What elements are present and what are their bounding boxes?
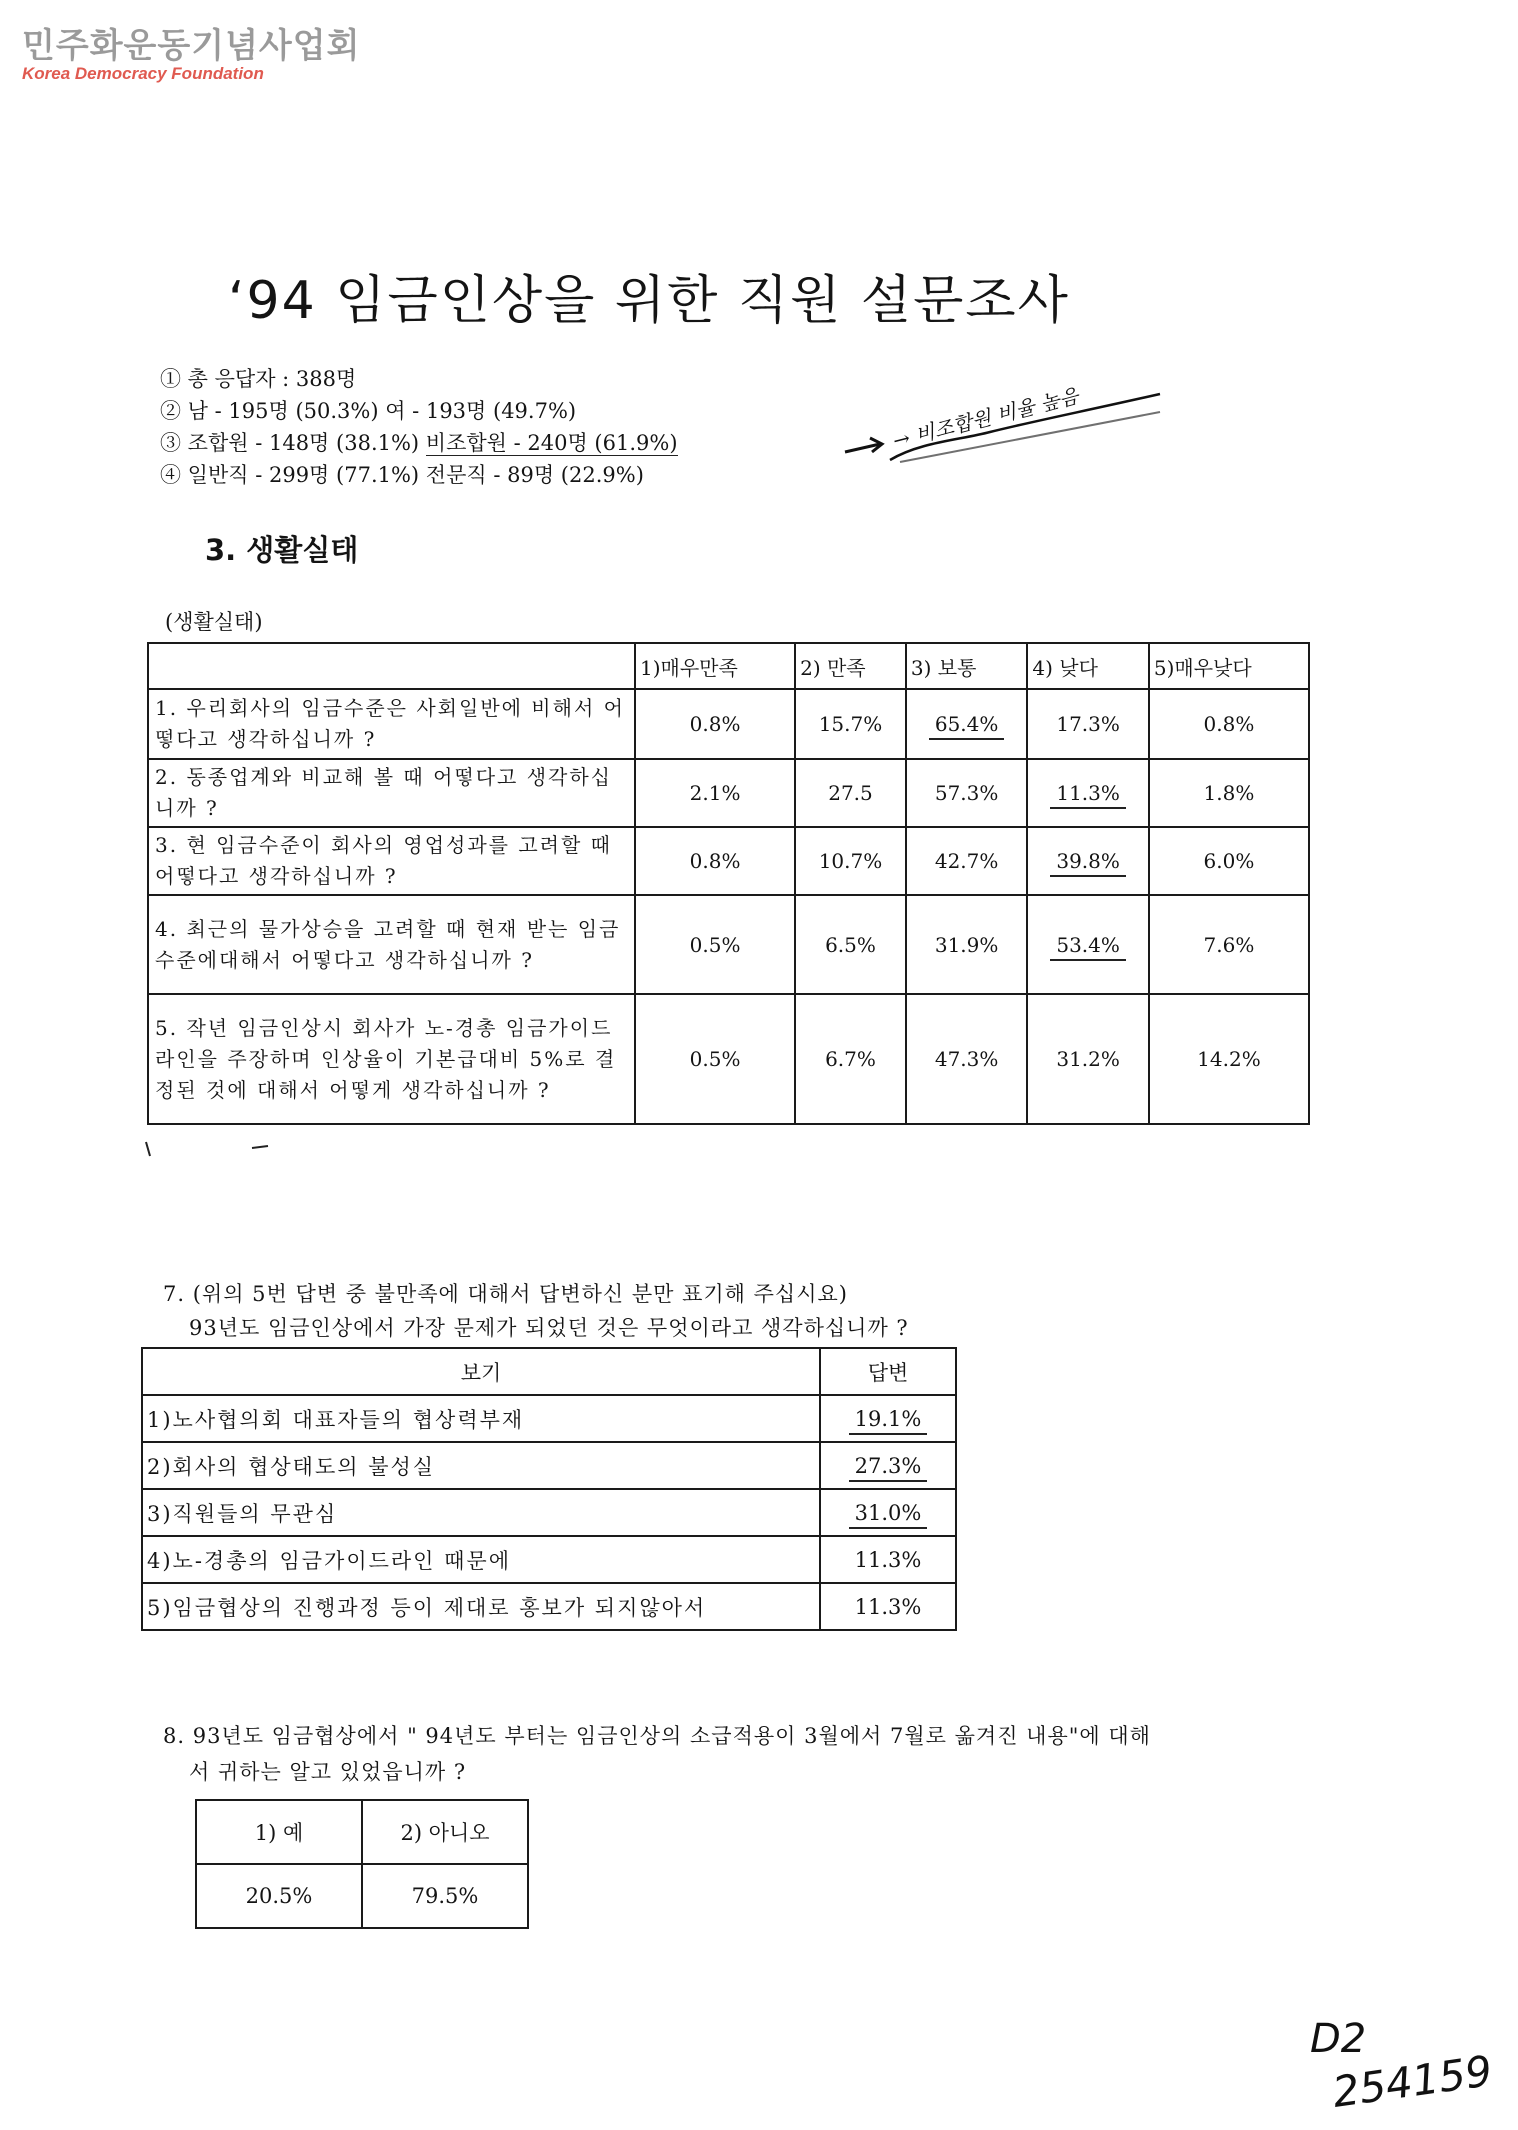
value-cell: 57.3% — [906, 759, 1028, 827]
value-cell: 6.5% — [795, 895, 906, 994]
answer-cell — [820, 1489, 956, 1536]
table-header-cell: 1)매우만족 — [635, 643, 795, 689]
question7-text — [163, 1277, 909, 1345]
underlined-value: 27.3% — [849, 1454, 928, 1482]
summary-line-2: ② 남 - 195명 (50.3%) 여 - 193명 (49.7%) — [160, 399, 577, 423]
handwritten-note — [840, 382, 1180, 482]
value-cell — [1027, 759, 1149, 827]
question7-table — [141, 1347, 957, 1631]
option-cell: 4)노-경총의 임금가이드라인 때문에 — [142, 1536, 820, 1583]
value-cell: 27.5 — [795, 759, 906, 827]
summary-line-1: ① 총 응답자 : 388명 — [160, 367, 357, 391]
value-cell: 47.3% — [906, 994, 1028, 1124]
option-cell: 2)회사의 협상태도의 불성실 — [142, 1442, 820, 1489]
question7-line2: 93년도 임금인상에서 가장 문제가 되었던 것은 무엇이라고 생각하십니까 ? — [189, 1316, 909, 1340]
summary-line-4: ④ 일반직 - 299명 (77.1%) 전문직 - 89명 (22.9%) — [160, 463, 644, 487]
table1-caption: (생활실태) — [165, 610, 263, 634]
value-cell: 20.5% — [196, 1864, 362, 1928]
value-cell: 0.5% — [635, 895, 795, 994]
underlined-value: 39.8% — [1050, 849, 1126, 877]
doc-id-line2: 254159 — [1329, 2046, 1495, 2117]
question8-table — [195, 1799, 529, 1929]
summary-line-3 — [160, 428, 678, 458]
value-cell: 1.8% — [1149, 759, 1309, 827]
summary-line-3-nonmembers: 비조합원 - 240명 (61.9%) — [425, 431, 678, 455]
answer-cell: 11.3% — [820, 1583, 956, 1630]
table-header-row — [196, 1800, 528, 1864]
table-header-row — [148, 643, 1309, 689]
value-cell: 31.9% — [906, 895, 1028, 994]
doc-id-line1: D2 — [1310, 2016, 1367, 2062]
option-cell: 1)노사협의회 대표자들의 협상력부재 — [142, 1395, 820, 1442]
table-row — [148, 827, 1309, 895]
underlined-value: 11.3% — [1050, 781, 1126, 809]
question8-line1: 8. 93년도 임금협상에서 " 94년도 부터는 임금인상의 소급적용이 3월에서 7월로 옮겨진 내용"에 대해 — [163, 1724, 1151, 1748]
table-header-cell: 1) 예 — [196, 1800, 362, 1864]
page-title: ‘94 임금인상을 위한 직원 설문조사 — [228, 271, 1070, 331]
living-conditions-table — [147, 642, 1310, 1125]
question7-line1: 7. (위의 5번 답변 중 불만족에 대해서 답변하신 분만 표기해 주십시요) — [163, 1282, 848, 1306]
value-cell: 0.8% — [635, 827, 795, 895]
value-cell — [1027, 895, 1149, 994]
table-row — [142, 1536, 956, 1583]
value-cell: 0.8% — [635, 689, 795, 759]
table-header-blank — [148, 643, 635, 689]
value-cell: 79.5% — [362, 1864, 528, 1928]
value-cell: 6.0% — [1149, 827, 1309, 895]
question8-line2: 서 귀하는 알고 있었읍니까 ? — [189, 1760, 467, 1784]
option-cell: 3)직원들의 무관심 — [142, 1489, 820, 1536]
pen-mark — [140, 1138, 280, 1162]
question-text: 1. 우리회사의 임금수준은 사회일반에 비해서 어떻다고 생각하십니까 ? — [155, 696, 625, 751]
table-row — [142, 1442, 956, 1489]
summary-line-3-members: ③ 조합원 - 148명 (38.1%) — [160, 431, 426, 455]
underlined-value: 31.0% — [849, 1501, 928, 1529]
table-row — [142, 1583, 956, 1630]
question-text: 4. 최근의 물가상승을 고려할 때 현재 받는 임금수준에대해서 어떻다고 생각하십니까 ? — [155, 916, 621, 972]
value-cell: 15.7% — [795, 689, 906, 759]
value-cell: 17.3% — [1027, 689, 1149, 759]
value-cell: 31.2% — [1027, 994, 1149, 1124]
value-cell: 7.6% — [1149, 895, 1309, 994]
watermark-subtitle: Korea Democracy Foundation — [22, 64, 264, 83]
table-header-cell: 3) 보통 — [906, 643, 1028, 689]
underlined-value: 19.1% — [849, 1407, 928, 1435]
underlined-value: 65.4% — [929, 712, 1005, 740]
table-header-cell: 2) 만족 — [795, 643, 906, 689]
question8-text — [163, 1718, 1151, 1790]
table-row — [148, 689, 1309, 759]
question-text: 2. 동종업계와 비교해 볼 때 어떻다고 생각하십니까 ? — [155, 765, 612, 820]
value-cell: 0.5% — [635, 994, 795, 1124]
question-text: 3. 현 임금수준이 회사의 영업성과를 고려할 때 어떻다고 생각하십니까 ? — [155, 833, 612, 888]
table-row — [196, 1864, 528, 1928]
answer-cell: 11.3% — [820, 1536, 956, 1583]
table-header-row — [142, 1348, 956, 1395]
value-cell: 6.7% — [795, 994, 906, 1124]
value-cell: 14.2% — [1149, 994, 1309, 1124]
section-heading: 3. 생활실태 — [205, 533, 359, 567]
value-cell — [1027, 827, 1149, 895]
table-row — [148, 994, 1309, 1124]
value-cell: 10.7% — [795, 827, 906, 895]
handwritten-note-text: → 비조합원 비율 높음 — [890, 383, 1081, 453]
answer-cell — [820, 1442, 956, 1489]
watermark-title: 민주화운동기념사업회 — [22, 26, 361, 66]
table-header-cell: 5)매우낮다 — [1149, 643, 1309, 689]
table-row — [142, 1489, 956, 1536]
option-cell: 5)임금협상의 진행과정 등이 제대로 홍보가 되지않아서 — [142, 1583, 820, 1630]
handwritten-doc-id — [1305, 2012, 1495, 2122]
table-header-cell: 2) 아니오 — [362, 1800, 528, 1864]
question-text: 5. 작년 임금인상시 회사가 노-경총 임금가이드라인을 주장하며 인상율이 기본급대비 5%로 결정된 것에 대해서 어떻게 생각하십니까 ? — [155, 1015, 617, 1102]
table-header-cell: 4) 낮다 — [1027, 643, 1149, 689]
answer-cell — [820, 1395, 956, 1442]
value-cell: 0.8% — [1149, 689, 1309, 759]
table-row — [148, 759, 1309, 827]
value-cell: 2.1% — [635, 759, 795, 827]
table-header-cell: 답변 — [820, 1348, 956, 1395]
value-cell — [906, 689, 1028, 759]
table-row — [142, 1395, 956, 1442]
table-header-cell: 보기 — [142, 1348, 820, 1395]
underlined-value: 53.4% — [1050, 933, 1126, 961]
value-cell: 42.7% — [906, 827, 1028, 895]
table-row — [148, 895, 1309, 994]
